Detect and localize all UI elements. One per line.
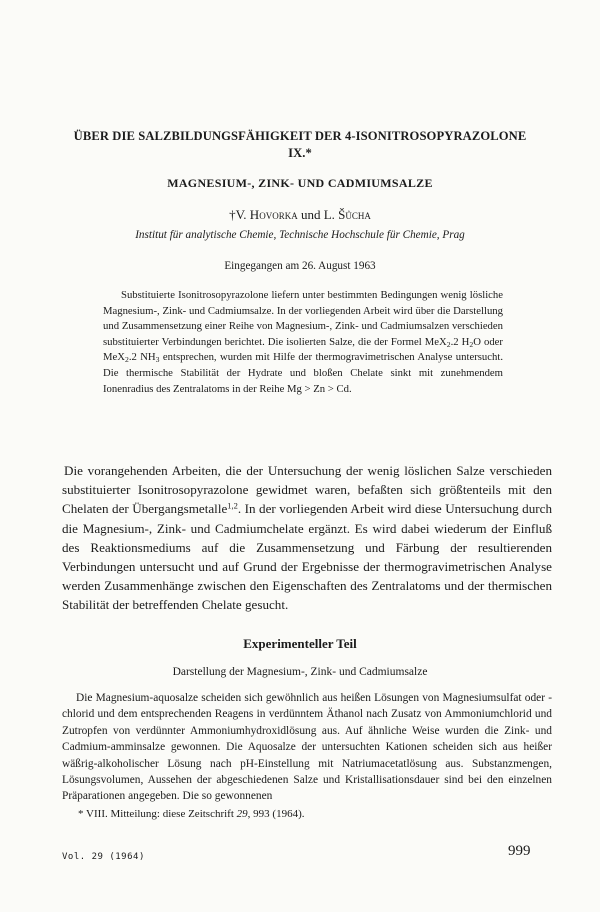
title-line-1: ÜBER DIE SALZBILDUNGSFÄHIGKEIT DER 4-ISONITROSOPYRAZOLONE xyxy=(73,129,527,143)
article-title xyxy=(60,128,540,162)
author-1: †V. Hovorka xyxy=(229,207,298,222)
abstract-text: entsprechen, wurden mit Hilfe der thermogravimetrischen Analyse untersucht. Die thermische Stabilität der Hydrate und bloßen Chelate sinkt mit zunehmendem Ionenradius des Zentralatoms in der Reihe Mg > Zn > Cd. xyxy=(103,351,503,395)
section-heading: Experimenteller Teil xyxy=(243,636,357,651)
article-subtitle: MAGNESIUM-, ZINK- UND CADMIUMSALZE xyxy=(167,176,433,190)
abstract-subscript: 2 xyxy=(469,339,474,349)
subsection-heading: Darstellung der Magnesium-, Zink- und Cadmiumsalze xyxy=(172,666,428,678)
footnote-text: , 993 (1964). xyxy=(247,808,305,820)
abstract-subscript: 2 xyxy=(124,355,129,365)
institution: Institut für analytische Chemie, Technische Hochschule für Chemie, Prag xyxy=(135,229,465,241)
reference-superscript: 1,2 xyxy=(227,500,238,511)
abstract-subscript: 2 xyxy=(446,339,451,349)
abstract-text: .2 NH xyxy=(128,351,156,364)
author-2: L. Šůcha xyxy=(323,207,371,222)
footnote-text: * VIII. Mitteilung: diese Zeitschrift xyxy=(78,808,234,820)
intro-text: Die vorangehenden Arbeiten, die der Untersuchung der wenig löslichen Salze verschieden substituierter Isonitrosopyrazolone gewidmet waren, befaßten sich größtenteils mit den Chelaten der Übergangsmetalle xyxy=(62,463,552,517)
abstract-text: .2 H xyxy=(450,335,470,348)
footer-volume: Vol. 29 (1964) xyxy=(62,852,145,862)
intro-paragraph xyxy=(62,461,552,615)
intro-text: . In der vorliegenden Arbeit wird diese Untersuchung durch die Magnesium-, Zink- und Cadmiumchelate ergänzt. Es wird dabei wiederum der Einfluß des Reaktionsmediums auf die Zusammensetzung und Färbung der resultierenden Verbindungen untersucht und auf Grund der Ergebnisse der thermogravimetrischen Analyse werden Zusammenhänge zwischen den Eigenschaften des Zentralatoms und der thermischen Stabilität der betreffenden Chelate gesucht. xyxy=(62,501,552,613)
abstract-subscript: 3 xyxy=(155,355,160,365)
footnote xyxy=(78,808,304,820)
page-number: 999 xyxy=(508,843,531,859)
abstract-text: O oder MeX xyxy=(103,335,503,364)
body-paragraph: Die Magnesium-aquosalze scheiden sich gewöhnlich aus heißen Lösungen von Magnesiumsulfat oder -chlorid und dem entsprechenden Reagens in verdünntem Äthanol nach Zusatz von Ammoniumchlorid und Zutropfen von verdünnter Ammoniumhydroxidlösung aus. Auf ähnliche Weise wurden die Zink- und Cadmium-amminsalze gewonnen. Die Aquosalze der untersuchten Kationen scheiden sich aus heißer wäßrig-alkoholischer Lösung nach pH-Einstellung mit Natriumacetatlösung aus. Substanzmengen, Lösungsvolumen, Aussehen der abgeschiedenen Salze und Kristallisationsdauer sind bei den einzelnen Präparationen angegeben. Die so gewonnenen xyxy=(62,692,552,803)
author-conjunction: und xyxy=(300,207,321,222)
footnote-volume: 29 xyxy=(236,808,248,820)
title-line-2: IX.* xyxy=(288,146,312,160)
received-date: Eingegangen am 26. August 1963 xyxy=(224,260,376,272)
abstract-text: Substituierte Isonitrosopyrazolone liefern unter bestimmten Bedingungen wenig lösliche Magnesium-, Zink- und Cadmiumsalze. In der vorliegenden Arbeit wird über die Darstellung und Zusammensetzung einer Reihe von Magnesium-, Zink- und Cadmiumsalzen verschieden substituierter Verbindungen berichtet. Die isolierten Salze, die der Formel MeX xyxy=(103,289,503,348)
authors xyxy=(60,207,540,223)
abstract xyxy=(103,288,503,397)
